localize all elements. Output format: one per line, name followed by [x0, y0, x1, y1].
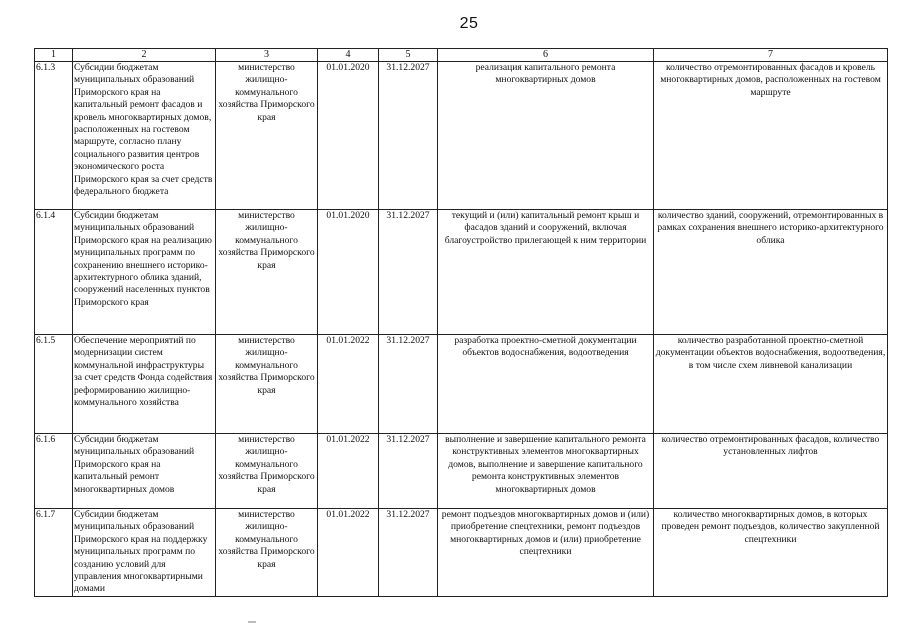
- column-header-6: 6: [438, 49, 654, 62]
- measure-name: Субсидии бюджетам муниципальных образований Приморского края на капитальный ремонт фасадов и кровель многоквартирных домов, расположенных на гостевом маршруте, согласно плану социального развития центров экономического роста Приморского края за счет средств федерального бюджета: [73, 62, 216, 210]
- start-date: 01.01.2022: [318, 509, 379, 597]
- table-row: [35, 509, 888, 597]
- table-row: [35, 335, 888, 434]
- expected-result: разработка проектно-сметной документации объектов водоснабжения, водоотведения: [438, 335, 654, 434]
- table-row: [35, 434, 888, 509]
- start-date: 01.01.2022: [318, 335, 379, 434]
- measure-name: Субсидии бюджетам муниципальных образований Приморского края на капитальный ремонт многоквартирных домов: [73, 434, 216, 509]
- target-indicator: количество отремонтированных фасадов и кровель многоквартирных домов, расположенных на гостевом маршруте: [654, 62, 888, 210]
- measure-name: Субсидии бюджетам муниципальных образований Приморского края на поддержку муниципальных программ по созданию условий для управления многоквартирными домами: [73, 509, 216, 597]
- column-header-5: 5: [379, 49, 438, 62]
- responsible-executor: министерство жилищно-коммунального хозяйства Приморского края: [216, 210, 318, 335]
- target-indicator: количество многоквартирных домов, в которых проведен ремонт подъездов, количество закупленной спецтехники: [654, 509, 888, 597]
- program-measures-table: [34, 48, 888, 597]
- column-header-1: 1: [35, 49, 73, 62]
- expected-result: текущий и (или) капитальный ремонт крыш и фасадов зданий и сооружений, включая благоустройство прилегающей к ним территории: [438, 210, 654, 335]
- item-number: 6.1.6: [35, 434, 73, 509]
- expected-result: выполнение и завершение капитального ремонта конструктивных элементов многоквартирных домов, выполнение и завершение капитального ремонта конструктивных элементов многоквартирных домов: [438, 434, 654, 509]
- responsible-executor: министерство жилищно-коммунального хозяйства Приморского края: [216, 335, 318, 434]
- column-header-2: 2: [73, 49, 216, 62]
- start-date: 01.01.2020: [318, 62, 379, 210]
- item-number: 6.1.5: [35, 335, 73, 434]
- end-date: 31.12.2027: [379, 509, 438, 597]
- item-number: 6.1.7: [35, 509, 73, 597]
- column-header-7: 7: [654, 49, 888, 62]
- responsible-executor: министерство жилищно-коммунального хозяйства Приморского края: [216, 509, 318, 597]
- end-date: 31.12.2027: [379, 434, 438, 509]
- column-header-3: 3: [216, 49, 318, 62]
- responsible-executor: министерство жилищно-коммунального хозяйства Приморского края: [216, 434, 318, 509]
- responsible-executor: министерство жилищно-коммунального хозяйства Приморского края: [216, 62, 318, 210]
- table-row: [35, 62, 888, 210]
- start-date: 01.01.2022: [318, 434, 379, 509]
- item-number: 6.1.3: [35, 62, 73, 210]
- item-number: 6.1.4: [35, 210, 73, 335]
- expected-result: реализация капитального ремонта многоквартирных домов: [438, 62, 654, 210]
- scan-mark: [248, 621, 256, 623]
- start-date: 01.01.2020: [318, 210, 379, 335]
- end-date: 31.12.2027: [379, 62, 438, 210]
- column-header-4: 4: [318, 49, 379, 62]
- end-date: 31.12.2027: [379, 210, 438, 335]
- end-date: 31.12.2027: [379, 335, 438, 434]
- measure-name: Обеспечение мероприятий по модернизации систем коммунальной инфраструктуры за счет средств Фонда содействия реформированию жилищно-коммунального хозяйства: [73, 335, 216, 434]
- expected-result: ремонт подъездов многоквартирных домов и (или) приобретение спецтехники, ремонт подъездов многоквартирных домов и (или) приобретение спецтехники: [438, 509, 654, 597]
- target-indicator: количество зданий, сооружений, отремонтированных в рамках сохранения внешнего историко-архитектурного облика: [654, 210, 888, 335]
- target-indicator: количество отремонтированных фасадов, количество установленных лифтов: [654, 434, 888, 509]
- table-header-row: [35, 49, 888, 62]
- page-number: 25: [459, 15, 479, 32]
- table-row: [35, 210, 888, 335]
- target-indicator: количество разработанной проектно-сметной документации объектов водоснабжения, водоотведения, в том числе схем ливневой канализации: [654, 335, 888, 434]
- measure-name: Субсидии бюджетам муниципальных образований Приморского края на реализацию муниципальных программ по сохранению внешнего историко-архитектурного облика зданий, сооружений населенных пунктов Приморского края: [73, 210, 216, 335]
